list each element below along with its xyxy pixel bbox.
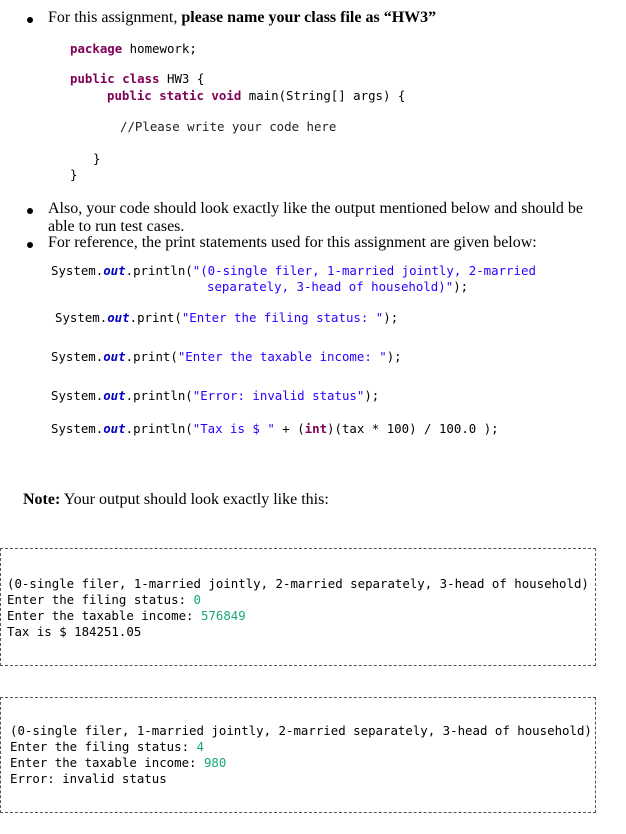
keyword: public static void [107,88,242,103]
user-input: 4 [196,739,204,754]
code-package-line [70,41,197,56]
user-input: 980 [203,755,227,770]
print-statement-2: System.out.print("Enter the filing status: "); [55,310,399,325]
output-line: (0-single filer, 1-married jointly, 2-married separately, 3-head of household) [10,723,592,738]
output-line: (0-single filer, 1-married jointly, 2-married separately, 3-head of household) [7,576,589,591]
bullet-also-line2: able to run test cases. [48,218,185,235]
output-line: Enter the filing status: 0 [7,592,201,607]
output-box-2 [0,697,596,813]
print-statement-3: System.out.print("Enter the taxable income: "); [51,349,402,364]
output-line: Enter the taxable income: 576849 [7,608,246,623]
bullet-dot [27,208,33,214]
code-close-inner: } [93,151,101,166]
print-statement-1-cont: separately, 3-head of household)"); [207,279,469,294]
note-rest: Your output should look exactly like this: [60,491,329,508]
intro-text [48,9,436,27]
output-line: Tax is $ 184251.05 [7,624,142,639]
bullet-reference: For reference, the print statements used for this assignment are given below: [48,234,537,251]
bullet-dot [27,242,33,248]
user-input: 0 [193,592,201,607]
print-statement-4: System.out.println("Error: invalid status"); [51,388,380,403]
print-statement-1: System.out.println("(0-single filer, 1-married jointly, 2-married [51,263,536,278]
code-text: homework; [122,41,197,56]
note-text [23,491,329,509]
note-label: Note: [23,491,61,508]
output-box-1 [0,548,596,666]
output-line: Enter the taxable income: 980 [10,755,227,770]
intro-bold: please name your class file as “HW3” [181,9,437,26]
bullet-dot [27,17,33,23]
code-text: HW3 { [159,71,205,86]
keyword: public class [70,71,160,86]
print-statement-5: System.out.println("Tax is $ " + (int)(tax * 100) / 100.0 ); [51,421,499,436]
keyword: package [70,41,123,56]
code-main-line [107,88,405,103]
code-comment: //Please write your code here [120,119,337,134]
code-class-line [70,71,204,86]
output-line: Enter the filing status: 4 [10,739,204,754]
bullet-also-line1: Also, your code should look exactly like the output mentioned below and should be [48,200,584,217]
code-text: main(String[] args) { [241,88,406,103]
code-close-outer: } [70,167,78,182]
intro-lead: For this assignment, [48,9,182,26]
user-input: 576849 [200,608,246,623]
output-line: Error: invalid status [10,771,167,786]
